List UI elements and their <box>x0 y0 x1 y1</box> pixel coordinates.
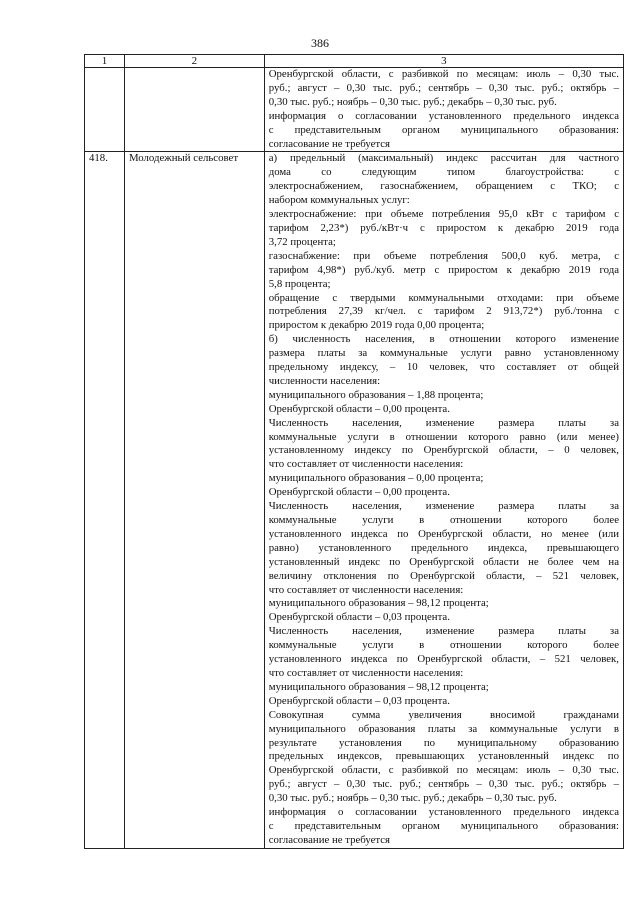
cont-text-cell <box>264 68 623 152</box>
text-line: тарифом 2,23*) руб./кВт·ч с приростом к декабрю 2019 года <box>268 221 619 234</box>
text-line: коммунальные услуги в отношении которого более <box>268 514 619 526</box>
header-col-1: 1 <box>85 55 125 68</box>
page-number: 386 <box>311 36 329 50</box>
municipality-name: Молодежный сельсовет <box>124 152 264 848</box>
text-line: приростом к декабрю 2019 года 0,00 процента; <box>268 319 485 332</box>
text-line: величину отклонения по Оренбургской области, – 521 человек, <box>268 569 619 582</box>
text-line: размера платы за коммунальные услуги равно установленному <box>268 347 619 360</box>
text-line: тарифом 4,98*) руб./куб. метр с приростом к декабрю 2019 года <box>268 263 619 276</box>
text-line: Совокупная сумма увеличения вносимой гражданами <box>268 708 619 721</box>
text-line: электроснабжением, газоснабжением, обращением с ТКО; с <box>268 180 619 193</box>
text-line: руб.; август – 0,30 тыс. руб.; сентябрь – 0,30 тыс. руб.; октябрь – <box>268 778 619 791</box>
text-line: набором коммунальных услуг: <box>268 194 410 207</box>
text-line: установленный индекс по Оренбургской области не более чем на <box>268 555 619 568</box>
row-number: 418. <box>85 152 125 848</box>
text-line: с представительным органом муниципального образования: <box>268 123 619 136</box>
text-line: муниципального образования – 1,88 процента; <box>268 388 484 401</box>
text-line: Численность населения, изменение размера платы за <box>268 416 619 429</box>
text-line: муниципального образования – 0,00 процента; <box>268 472 484 485</box>
text-line: установленного индекса по Оренбургской области, но менее (или <box>268 527 619 540</box>
text-line: Численность населения, изменение размера платы за <box>268 625 619 638</box>
text-line: информация о согласовании установленного предельного индекса <box>268 806 619 819</box>
text-line: Оренбургской области – 0,03 процента. <box>268 694 450 707</box>
text-line: коммунальные услуги в отношении которого равно (или менее) <box>268 430 619 443</box>
table-header-row <box>85 55 624 68</box>
text-line: Оренбургской области, с разбивкой по месяцам: июль – 0,30 тыс. <box>268 764 619 777</box>
text-line: Оренбургской области – 0,03 процента. <box>268 611 450 624</box>
text-line: потребления 27,39 кг/чел. с тарифом 2 913,72*) руб./тонна с <box>268 305 619 318</box>
text-line: установленному индексу по Оренбургской области, – 0 человек, <box>268 444 619 457</box>
text-line: 0,30 тыс. руб.; ноябрь – 0,30 тыс. руб.; декабрь – 0,30 тыс. руб. <box>268 95 557 108</box>
text-line: информация о согласовании установленного предельного индекса <box>268 109 619 122</box>
text-line: предельных индексов, превышающих установленный индекс по <box>268 750 619 763</box>
text-line: газоснабжение: при объеме потребления 500,0 куб. метра, с <box>268 249 619 262</box>
cont-number-cell <box>85 68 125 152</box>
text-line: муниципального образования – 98,12 процента; <box>268 680 489 693</box>
text-line: а) предельный (максимальный) индекс рассчитан для частного <box>268 152 619 165</box>
text-line: коммунальные услуги в отношении которого более <box>268 639 619 652</box>
text-line: что составляет от численности населения: <box>268 583 464 596</box>
cont-name-cell <box>124 68 264 152</box>
text-line: руб.; август – 0,30 тыс. руб.; сентябрь – 0,30 тыс. руб.; октябрь – <box>268 81 619 94</box>
header-col-3: 3 <box>264 55 623 68</box>
text-line: дома со следующим типом благоустройства: с <box>268 166 619 179</box>
text-line: равно) установленного предельного индекса, превышающего <box>268 541 619 554</box>
text-line: Численность населения, изменение размера платы за <box>268 500 619 513</box>
text-line: согласование не требуется <box>268 137 391 150</box>
text-line: б) численность населения, в отношении которого изменение <box>268 333 619 346</box>
text-line: электроснабжение: при объеме потребления 95,0 кВт с тарифом с <box>268 208 619 221</box>
text-line: Оренбургской области, с разбивкой по месяцам: июль – 0,30 тыс. <box>268 68 619 80</box>
text-line: предельному индексу, – 10 человек, что составляет от общей <box>268 361 619 374</box>
text-line: Оренбургской области – 0,00 процента. <box>268 402 450 415</box>
text-line: согласование не требуется <box>268 833 391 846</box>
text-line: численности населения: <box>268 374 381 387</box>
table-row-continuation <box>85 68 624 152</box>
text-line: результате установления по муниципальному образованию <box>268 736 619 749</box>
text-line: что составляет от численности населения: <box>268 666 464 679</box>
header-col-2: 2 <box>124 55 264 68</box>
row-418-text <box>264 152 623 848</box>
text-line: установленного индекса по Оренбургской области, – 521 человек, <box>268 653 619 666</box>
text-line: муниципального образования платы за коммунальные услуги в <box>268 722 619 735</box>
table-row-418 <box>85 152 624 848</box>
text-line: муниципального образования – 98,12 процента; <box>268 597 489 610</box>
text-line: 3,72 процента; <box>268 235 336 248</box>
text-line: с представительным органом муниципального образования: <box>268 819 619 832</box>
text-line: Оренбургской области – 0,00 процента. <box>268 486 450 499</box>
text-line: 5,8 процента; <box>268 277 331 290</box>
text-line: что составляет от численности населения: <box>268 458 464 471</box>
text-line: обращение с твердыми коммунальными отходами: при объеме <box>268 291 619 304</box>
document-table <box>84 54 624 849</box>
text-line: 0,30 тыс. руб.; ноябрь – 0,30 тыс. руб.; декабрь – 0,30 тыс. руб. <box>268 792 557 805</box>
